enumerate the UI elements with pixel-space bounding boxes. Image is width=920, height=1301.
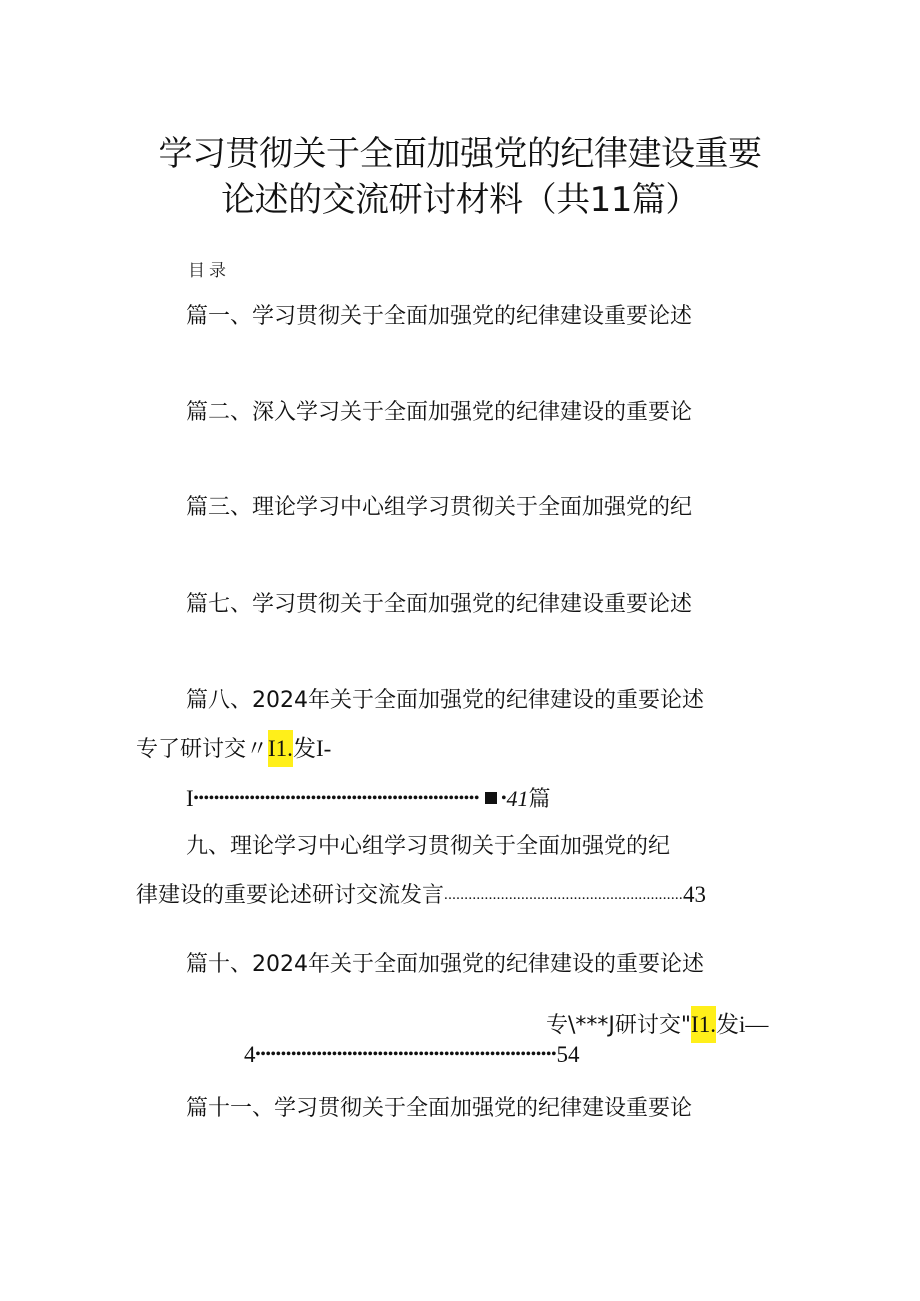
page-number: 43 <box>682 882 706 907</box>
document-title-line-1: 学习贯彻关于全面加强党的纪律建设重要 <box>158 134 762 174</box>
square-mark-icon <box>485 792 497 804</box>
toc-entry-10-line-2 <box>546 1010 768 1041</box>
toc-entry-10-line-3 <box>244 1040 579 1074</box>
page-number: 41 <box>506 786 529 811</box>
toc-entry-7[interactable]: 篇七、学习贯彻关于全面加强党的纪律建设重要论述 <box>186 592 693 617</box>
toc-entry-8-fragment: 专了研讨交〃 <box>136 737 269 762</box>
dot-leader: ........................................................... <box>444 887 683 903</box>
dot-leader-tail: • <box>501 791 507 806</box>
toc-heading: 目录 <box>188 261 230 281</box>
toc-entry-3[interactable]: 篇三、理论学习中心组学习贯彻关于全面加强党的纪 <box>186 495 693 520</box>
toc-entry-10-fragment-b: 发i— <box>715 1012 769 1037</box>
toc-entry-11[interactable]: 篇十一、学习贯彻关于全面加强党的纪律建设重要论 <box>186 1096 693 1121</box>
highlight-mark: I1. <box>268 730 293 767</box>
toc-entry-8-line-1[interactable]: 篇八、2024年关于全面加强党的纪律建设的重要论述 <box>186 688 704 713</box>
toc-entry-10-line-1[interactable]: 篇十、2024年关于全面加强党的纪律建设的重要论述 <box>186 952 704 977</box>
toc-entry-9-text: 律建设的重要论述研讨交流发言 <box>136 883 445 908</box>
toc-entry-8-line-2 <box>136 734 331 765</box>
document-title-line-2: 论述的交流研讨材料（共11篇） <box>221 180 699 220</box>
toc-entry-2[interactable]: 篇二、深入学习关于全面加强党的纪律建设的重要论 <box>186 400 693 425</box>
toc-entry-8-fragment-b: 发I- <box>292 736 332 761</box>
page-number: 54 <box>556 1042 580 1067</box>
toc-entry-8-prefix: I <box>186 786 194 811</box>
dot-leader: •••••••••••••••••••••••••••••••••••••••••••••••••••••••• <box>193 791 480 806</box>
toc-entry-9-line-2 <box>136 880 706 913</box>
toc-entry-8-suffix: 篇 <box>528 787 551 812</box>
toc-entry-9-line-1[interactable]: 九、理论学习中心组学习贯彻关于全面加强党的纪 <box>186 834 671 859</box>
toc-entry-1[interactable]: 篇一、学习贯彻关于全面加强党的纪律建设重要论述 <box>186 304 693 329</box>
toc-entry-10-fragment: 专\***J研讨交" <box>546 1013 692 1038</box>
highlight-mark: I1. <box>691 1006 716 1043</box>
dot-leader: ••••••••••••••••••••••••••••••••••••••••••••••••••••••••••• <box>255 1047 557 1062</box>
toc-entry-8-line-3 <box>186 784 550 818</box>
toc-entry-10-prefix: 4 <box>244 1042 256 1067</box>
